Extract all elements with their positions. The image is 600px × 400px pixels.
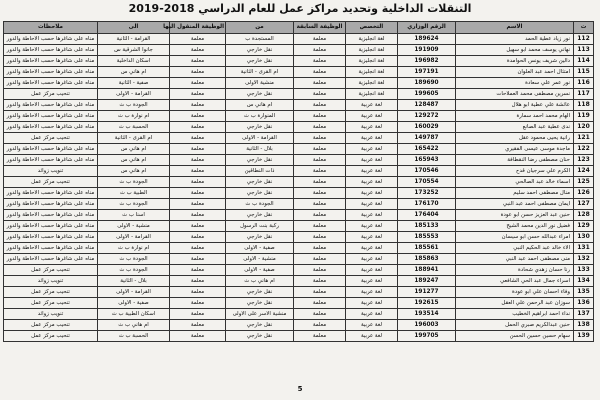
row-previous-job: معلمة (294, 155, 346, 166)
row-name: الهام محمد احمد سمارة (456, 111, 574, 122)
row-name: دالين شريف يونس الحوامدة (456, 56, 574, 67)
table-row (4, 232, 594, 243)
row-name: الاء خالد عبد الحكيم النبي (456, 243, 574, 254)
row-seq: 115 (574, 67, 594, 78)
row-notes: تنويب زوائد (4, 166, 98, 177)
row-notes: مناه على شاغرها حسب الاحاطة والدور (4, 67, 98, 78)
row-previous-job: معلمة (294, 89, 346, 100)
document-title: التنقلات الداخلية وتحديد مراكز عمل للعام الدراسي 2018-2019 (128, 2, 472, 15)
row-to: ام القرى - الثانية (98, 133, 170, 144)
row-ministry-number: 176404 (398, 210, 456, 221)
row-from: المستجدة ب (226, 34, 294, 45)
row-seq: 113 (574, 45, 594, 56)
row-new-job: معلمة (170, 111, 226, 122)
col-header-to: الى (98, 22, 170, 34)
table-row (4, 34, 594, 45)
row-name: اسماء خالد عبد الصالحي (456, 177, 574, 188)
row-to: ام هاني س (98, 67, 170, 78)
row-specialization: لغة عربية (346, 265, 398, 276)
table-row (4, 78, 594, 89)
row-to: ام هاني س (98, 155, 170, 166)
row-new-job: معلمة (170, 276, 226, 287)
row-notes: مناه على شاغرها حسب الاحاطة والدور (4, 144, 98, 155)
row-from: ام القرى - الثانية (226, 67, 294, 78)
row-notes: مناه على شاغرها حسب الاحاطة والدور (4, 199, 98, 210)
row-name: سوزان عبد الرحمن علي العقل (456, 298, 574, 309)
row-from: صفية - الاولى (226, 265, 294, 276)
row-specialization: لغة عربية (346, 320, 398, 331)
row-notes: مناه على شاغرها حسب الاحاطة والدور (4, 56, 98, 67)
row-seq: 118 (574, 100, 594, 111)
row-ministry-number: 188941 (398, 265, 456, 276)
row-previous-job: معلمة (294, 320, 346, 331)
row-ministry-number: 197191 (398, 67, 456, 78)
row-previous-job: معلمة (294, 78, 346, 89)
row-specialization: لغة عربية (346, 111, 398, 122)
row-specialization: لغة عربية (346, 155, 398, 166)
row-previous-job: معلمة (294, 298, 346, 309)
row-new-job: معلمة (170, 298, 226, 309)
row-to: الجودة ب ث (98, 199, 170, 210)
row-seq: 133 (574, 265, 594, 276)
table-row (4, 265, 594, 276)
row-specialization: لغة عربية (346, 331, 398, 342)
table-row (4, 56, 594, 67)
row-to: صفية - الاولى (98, 298, 170, 309)
row-to: الجودة ب ث (98, 100, 170, 111)
row-notes: مناه على شاغرها حسب الاحاطة والدور (4, 100, 98, 111)
row-ministry-number: 173252 (398, 188, 456, 199)
row-previous-job: معلمة (294, 210, 346, 221)
table-row (4, 199, 594, 210)
row-seq: 122 (574, 144, 594, 155)
row-from: نقل خارجي (226, 177, 294, 188)
table-row (4, 122, 594, 133)
row-name: نور عمر علي سعادة (456, 78, 574, 89)
row-seq: 139 (574, 331, 594, 342)
table-row (4, 144, 594, 155)
row-previous-job: معلمة (294, 331, 346, 342)
row-notes: مناه على شاغرها حسب الاحاطة والدور (4, 45, 98, 56)
row-name: اسراء جمال عبد الحي الشافعي (456, 276, 574, 287)
row-specialization: لغة عربية (346, 298, 398, 309)
row-specialization: لغة عربية (346, 122, 398, 133)
row-ministry-number: 189624 (398, 34, 456, 45)
row-seq: 131 (574, 243, 594, 254)
row-notes: مناه على شاغرها حسب الاحاطة والدور (4, 188, 98, 199)
row-name: منى مصطفى احمد عبد النبي (456, 254, 574, 265)
row-notes: تنحيب مركز عمل (4, 331, 98, 342)
row-from: ام هاني ب ث (226, 276, 294, 287)
row-ministry-number: 191277 (398, 287, 456, 298)
row-to: الحسبة ب ث (98, 331, 170, 342)
row-new-job: معلمة (170, 331, 226, 342)
row-notes: مناه على شاغرها حسب الاحاطة والدور (4, 221, 98, 232)
row-seq: 125 (574, 177, 594, 188)
col-header-seq: ت (574, 22, 594, 34)
row-seq: 124 (574, 166, 594, 177)
row-new-job: معلمة (170, 265, 226, 276)
row-ministry-number: 128487 (398, 100, 456, 111)
row-seq: 132 (574, 254, 594, 265)
row-previous-job: معلمة (294, 166, 346, 177)
row-ministry-number: 193514 (398, 309, 456, 320)
row-notes: مناه على شاغرها حسب الاحاطة والدور (4, 122, 98, 133)
row-new-job: معلمة (170, 254, 226, 265)
row-from: نقل خارجي (226, 122, 294, 133)
row-ministry-number: 176170 (398, 199, 456, 210)
row-seq: 129 (574, 221, 594, 232)
row-name: ايمان مصطفى احمد عبد النبي (456, 199, 574, 210)
row-notes: تنحيب مركز عمل (4, 320, 98, 331)
row-new-job: معلمة (170, 243, 226, 254)
table-row (4, 45, 594, 56)
row-to: اسنا ب ث (98, 210, 170, 221)
row-previous-job: معلمة (294, 265, 346, 276)
row-specialization: لغة انجليزية (346, 89, 398, 100)
row-from: نقل خارجي (226, 155, 294, 166)
row-new-job: معلمة (170, 221, 226, 232)
row-ministry-number: 149787 (398, 133, 456, 144)
row-new-job: معلمة (170, 210, 226, 221)
table-row (4, 254, 594, 265)
row-new-job: معلمة (170, 199, 226, 210)
row-seq: 134 (574, 276, 594, 287)
page-number: 5 (297, 385, 303, 393)
row-previous-job: معلمة (294, 45, 346, 56)
row-seq: 123 (574, 155, 594, 166)
row-from: بلال - الثانية (226, 144, 294, 155)
row-new-job: معلمة (170, 67, 226, 78)
table-row (4, 177, 594, 188)
row-notes: مناه على شاغرها حسب الاحاطة والدور (4, 111, 98, 122)
col-header-specialization: التخصص (346, 22, 398, 34)
row-specialization: لغة عربية (346, 100, 398, 111)
row-new-job: معلمة (170, 56, 226, 67)
table-body (4, 34, 594, 342)
row-to: الجودة ب ث (98, 265, 170, 276)
row-previous-job: معلمة (294, 111, 346, 122)
transfers-table-container (4, 21, 594, 342)
row-name: سهام حسين حسين الحسن (456, 331, 574, 342)
table-row (4, 331, 594, 342)
row-from: ركبة بنت الرسول (226, 221, 294, 232)
row-name: عائشة علي عطية ابو هلال (456, 100, 574, 111)
row-ministry-number: 199605 (398, 89, 456, 100)
row-notes: تنحيب مركز عمل (4, 287, 98, 298)
row-previous-job: معلمة (294, 188, 346, 199)
row-name: امتثال احمد عبد العلوان (456, 67, 574, 78)
row-to: القرامة - الاولى (98, 89, 170, 100)
row-previous-job: معلمة (294, 100, 346, 111)
row-ministry-number: 160029 (398, 122, 456, 133)
row-from: ام هاني س (226, 100, 294, 111)
row-specialization: لغة انجليزية (346, 56, 398, 67)
row-previous-job: معلمة (294, 199, 346, 210)
row-from: نقل خارجي (226, 287, 294, 298)
row-to: صفية - الثانية (98, 78, 170, 89)
row-notes: تنحيب مركز عمل (4, 89, 98, 100)
row-specialization: لغة عربية (346, 199, 398, 210)
table-row (4, 89, 594, 100)
row-new-job: معلمة (170, 89, 226, 100)
row-ministry-number: 199705 (398, 331, 456, 342)
row-notes: تنويب زوائد (4, 309, 98, 320)
row-previous-job: معلمة (294, 243, 346, 254)
row-ministry-number: 192615 (398, 298, 456, 309)
row-from: نقل خارجي (226, 298, 294, 309)
row-specialization: لغة عربية (346, 221, 398, 232)
row-ministry-number: 185561 (398, 243, 456, 254)
row-previous-job: معلمة (294, 144, 346, 155)
row-notes: تنحيب مركز عمل (4, 133, 98, 144)
table-row (4, 210, 594, 221)
row-seq: 127 (574, 199, 594, 210)
row-to: بلال - الثانية (98, 276, 170, 287)
row-new-job: معلمة (170, 34, 226, 45)
table-row (4, 67, 594, 78)
row-new-job: معلمة (170, 232, 226, 243)
row-name: نسرين مصطفى محمد العملاحات (456, 89, 574, 100)
row-specialization: لغة عربية (346, 188, 398, 199)
table-row (4, 133, 594, 144)
row-to: ام هاني ب ث (98, 320, 170, 331)
row-ministry-number: 170546 (398, 166, 456, 177)
row-notes: مناه على شاغرها حسب الاحاطة والدور (4, 34, 98, 45)
row-specialization: لغة عربية (346, 166, 398, 177)
row-notes: مناه على شاغرها حسب الاحاطة والدور (4, 210, 98, 221)
table-row (4, 221, 594, 232)
row-from: نقل خارجي (226, 320, 294, 331)
row-previous-job: معلمة (294, 276, 346, 287)
row-to: الجودة ب ث (98, 254, 170, 265)
row-to: ام هاني س (98, 144, 170, 155)
row-notes: مناه على شاغرها حسب الاحاطة والدور (4, 78, 98, 89)
row-ministry-number: 196982 (398, 56, 456, 67)
row-new-job: معلمة (170, 100, 226, 111)
row-previous-job: معلمة (294, 287, 346, 298)
row-from: نقل خارجي (226, 210, 294, 221)
row-to: الحسبة ب ث (98, 122, 170, 133)
row-ministry-number: 185133 (398, 221, 456, 232)
row-to: القرامة - الاولى (98, 232, 170, 243)
col-header-new-job: الوظيفة المنقول اليها (170, 22, 226, 34)
row-notes: مناه على شاغرها حسب الاحاطة والدور (4, 155, 98, 166)
row-previous-job: معلمة (294, 177, 346, 188)
row-seq: 130 (574, 232, 594, 243)
row-ministry-number: 189690 (398, 78, 456, 89)
table-row (4, 276, 594, 287)
row-notes: تنحيب مركز عمل (4, 177, 98, 188)
row-seq: 128 (574, 210, 594, 221)
row-specialization: لغة عربية (346, 144, 398, 155)
row-name: ماجدة موسى عيسى الفقيري (456, 144, 574, 155)
row-ministry-number: 191909 (398, 45, 456, 56)
row-from: منشية - الاولى (226, 254, 294, 265)
row-from: الجودة ب ث (226, 199, 294, 210)
row-new-job: معلمة (170, 320, 226, 331)
table-row (4, 298, 594, 309)
row-from: نقل خارجي (226, 188, 294, 199)
row-from: ذات النطاقين (226, 166, 294, 177)
row-to: الطبية ب ث (98, 188, 170, 199)
row-specialization: لغة عربية (346, 276, 398, 287)
row-to: اسكان الداخلية (98, 56, 170, 67)
row-from: صفية - الاولى (226, 243, 294, 254)
row-specialization: لغة انجليزية (346, 67, 398, 78)
row-new-job: معلمة (170, 45, 226, 56)
row-seq: 135 (574, 287, 594, 298)
row-new-job: معلمة (170, 133, 226, 144)
row-new-job: معلمة (170, 78, 226, 89)
table-row (4, 320, 594, 331)
row-from: منشية الاولى (226, 78, 294, 89)
row-previous-job: معلمة (294, 232, 346, 243)
row-to: الجودة ب ث (98, 177, 170, 188)
table-row (4, 166, 594, 177)
table-row (4, 243, 594, 254)
row-seq: 121 (574, 133, 594, 144)
row-name: وفاء احسان علي ابو عودة (456, 287, 574, 298)
row-specialization: لغة عربية (346, 243, 398, 254)
row-seq: 119 (574, 111, 594, 122)
row-seq: 126 (574, 188, 594, 199)
row-ministry-number: 185863 (398, 254, 456, 265)
row-to: القرامة - الاولى (98, 287, 170, 298)
row-previous-job: معلمة (294, 34, 346, 45)
row-seq: 116 (574, 78, 594, 89)
row-specialization: لغة عربية (346, 309, 398, 320)
row-ministry-number: 129272 (398, 111, 456, 122)
col-header-ministry-number: الرقم الوزاري (398, 22, 456, 34)
row-specialization: لغة انجليزية (346, 34, 398, 45)
row-ministry-number: 185553 (398, 232, 456, 243)
row-name: حنين عبدالكريم صبري الحمل (456, 320, 574, 331)
table-row (4, 309, 594, 320)
row-from: نقل خارجي (226, 232, 294, 243)
col-header-notes: ملاحظات (4, 22, 98, 34)
table-header-row (4, 22, 594, 34)
row-new-job: معلمة (170, 155, 226, 166)
row-previous-job: معلمة (294, 309, 346, 320)
row-name: رانية يحيى محمود عقل (456, 133, 574, 144)
row-ministry-number: 165422 (398, 144, 456, 155)
row-previous-job: معلمة (294, 122, 346, 133)
row-to: جانوا الشرقية س (98, 45, 170, 56)
row-new-job: معلمة (170, 166, 226, 177)
row-name: ندى عطية عبد الصانع (456, 122, 574, 133)
row-specialization: لغة عربية (346, 210, 398, 221)
row-notes: تنحيب مركز عمل (4, 298, 98, 309)
col-header-previous-job: الوظيفة السابقة (294, 22, 346, 34)
table-row (4, 155, 594, 166)
row-ministry-number: 196003 (398, 320, 456, 331)
transfers-table (3, 21, 594, 342)
row-name: نور زياد عطية الحمد (456, 34, 574, 45)
row-specialization: لغة عربية (346, 177, 398, 188)
row-new-job: معلمة (170, 287, 226, 298)
row-name: نداء احمد ابراهيم الخطيب (456, 309, 574, 320)
row-from: نقل خارجي (226, 56, 294, 67)
row-previous-job: معلمة (294, 221, 346, 232)
row-from: نقل خارجي (226, 45, 294, 56)
row-name: نهاني يوسف محمد ابو سهيل (456, 45, 574, 56)
row-notes: تنحيب مركز عمل (4, 265, 98, 276)
row-from: منشية الاسر على الاولى (226, 309, 294, 320)
row-new-job: معلمة (170, 309, 226, 320)
row-previous-job: معلمة (294, 133, 346, 144)
row-to: ام نوارة ب ث (98, 243, 170, 254)
row-name: منال مصطفى احمد سليم (456, 188, 574, 199)
row-name: حنين عبد العزيز حسن ابو عودة (456, 210, 574, 221)
row-specialization: لغة انجليزية (346, 78, 398, 89)
row-ministry-number: 165943 (398, 155, 456, 166)
row-from: القرامة - الاولى (226, 133, 294, 144)
row-ministry-number: 170554 (398, 177, 456, 188)
row-new-job: معلمة (170, 122, 226, 133)
row-notes: تنويب زوائد (4, 276, 98, 287)
row-seq: 137 (574, 309, 594, 320)
row-seq: 114 (574, 56, 594, 67)
row-previous-job: معلمة (294, 254, 346, 265)
row-to: منشية - الاولى (98, 221, 170, 232)
row-name: فضيل نور الدين محمد الشيخ (456, 221, 574, 232)
row-specialization: لغة عربية (346, 254, 398, 265)
row-name: حنان مصطفى رضا النقطافة (456, 155, 574, 166)
row-from: المنوارة ب ث (226, 111, 294, 122)
row-seq: 138 (574, 320, 594, 331)
row-seq: 120 (574, 122, 594, 133)
row-specialization: لغة عربية (346, 133, 398, 144)
row-specialization: لغة عربية (346, 232, 398, 243)
row-new-job: معلمة (170, 177, 226, 188)
col-header-name: الاسم (456, 22, 574, 34)
table-row (4, 287, 594, 298)
row-previous-job: معلمة (294, 67, 346, 78)
row-to: ام هاني س (98, 166, 170, 177)
row-notes: مناه على شاغرها حسب الاحاطة والدور (4, 254, 98, 265)
row-specialization: لغة عربية (346, 287, 398, 298)
row-to: ام نوارة ب ث (98, 111, 170, 122)
row-to: القرامة - الثانية (98, 34, 170, 45)
row-notes: مناه على شاغرها حسب الاحاطة والدور (4, 243, 98, 254)
row-name: امراء عبدالله حسن ابو سيسان (456, 232, 574, 243)
row-from: نقل خارجي (226, 331, 294, 342)
row-specialization: لغة انجليزية (346, 45, 398, 56)
table-row (4, 188, 594, 199)
row-name: رنا حسان زهدي شحادة (456, 265, 574, 276)
row-to: اسكان الطبية ب ث (98, 309, 170, 320)
row-notes: مناه على شاغرها حسب الاحاطة والدور (4, 232, 98, 243)
row-ministry-number: 189247 (398, 276, 456, 287)
row-seq: 136 (574, 298, 594, 309)
row-new-job: معلمة (170, 188, 226, 199)
row-name: الكرم علي سرجيان قدح (456, 166, 574, 177)
row-seq: 112 (574, 34, 594, 45)
table-row (4, 100, 594, 111)
row-from: نقل خارجي (226, 89, 294, 100)
table-row (4, 111, 594, 122)
row-previous-job: معلمة (294, 56, 346, 67)
col-header-from: من (226, 22, 294, 34)
row-new-job: معلمة (170, 144, 226, 155)
row-seq: 117 (574, 89, 594, 100)
